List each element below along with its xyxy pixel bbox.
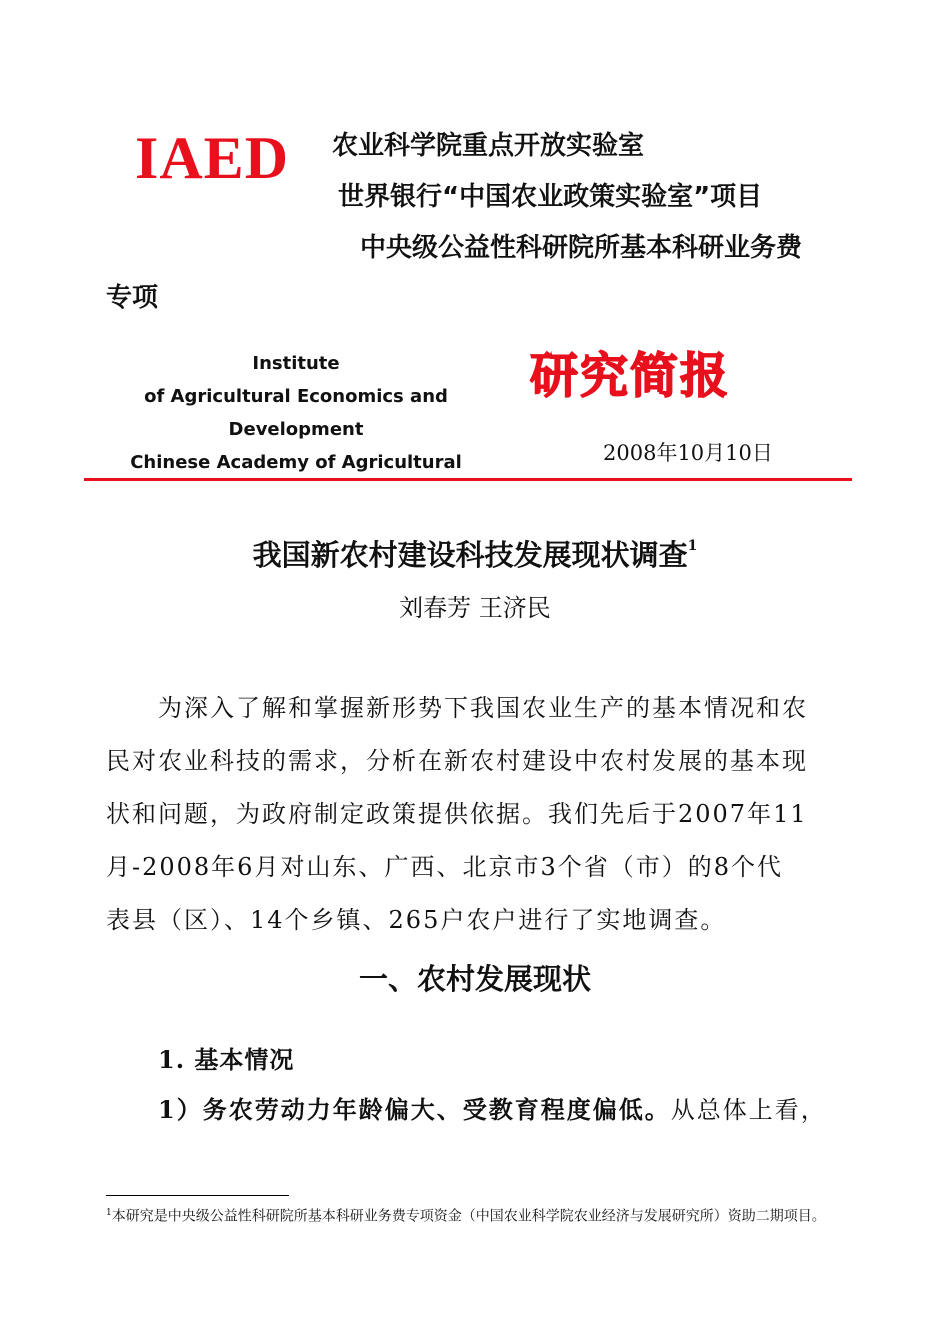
subsection-heading: 1. 基本情况 <box>158 1045 295 1074</box>
paragraph-line: 为深入了解和掌握新形势下我国农业生产的基本情况和农 <box>158 694 808 722</box>
paragraph-line: 表县（区）、14个乡镇、265户农户进行了实地调查。 <box>106 906 727 934</box>
footnote-ref[interactable]: 1 <box>687 538 698 555</box>
footnote-divider <box>106 1195 289 1196</box>
header-divider <box>84 478 852 481</box>
issue-date: 2008年10月10日 <box>603 441 773 465</box>
header-line-3: 中央级公益性科研院所基本科研业务费 <box>360 233 803 263</box>
point-text: 从总体上看， <box>670 1096 827 1124</box>
paragraph-line: 民对农业科技的需求，分析在新农村建设中农村发展的基本现 <box>106 747 808 775</box>
point-lead: 1）务农劳动力年龄偏大、受教育程度偏低。 <box>158 1095 671 1124</box>
institute-line: Institute <box>252 353 340 374</box>
section-heading: 一、农村发展现状 <box>358 962 591 996</box>
institute-line: Chinese Academy of Agricultural <box>130 452 462 473</box>
paragraph-line: 月-2008年6月对山东、广西、北京市3个省（市）的8个代 <box>106 853 783 881</box>
research-brief-title: 研究简报 <box>530 348 731 404</box>
article-title <box>0 533 950 574</box>
header-line-1: 农业科学院重点开放实验室 <box>332 131 645 161</box>
header-line-2: 世界银行“中国农业政策实验室”项目 <box>338 182 763 212</box>
institute-name <box>106 347 486 473</box>
footnote <box>106 1203 851 1228</box>
intro-paragraph <box>106 682 846 947</box>
footnote-text: 本研究是中央级公益性科研院所基本科研业务费专项资金（中国农业科学院农业经济与发展研究所）资助二期项目。 <box>111 1208 826 1225</box>
paragraph-line: 状和问题，为政府制定政策提供依据。我们先后于2007年11 <box>106 800 808 828</box>
point-line <box>158 1090 827 1125</box>
iaed-logo: IAED <box>135 125 290 191</box>
institute-line: Development <box>228 419 364 440</box>
institute-line: of Agricultural Economics and <box>144 386 448 407</box>
header-line-4: 专项 <box>106 283 159 313</box>
article-title-text: 我国新农村建设科技发展现状调查 <box>252 538 688 572</box>
footnote-mark: 1 <box>106 1208 112 1218</box>
article-authors: 刘春芳 王济民 <box>399 594 551 622</box>
